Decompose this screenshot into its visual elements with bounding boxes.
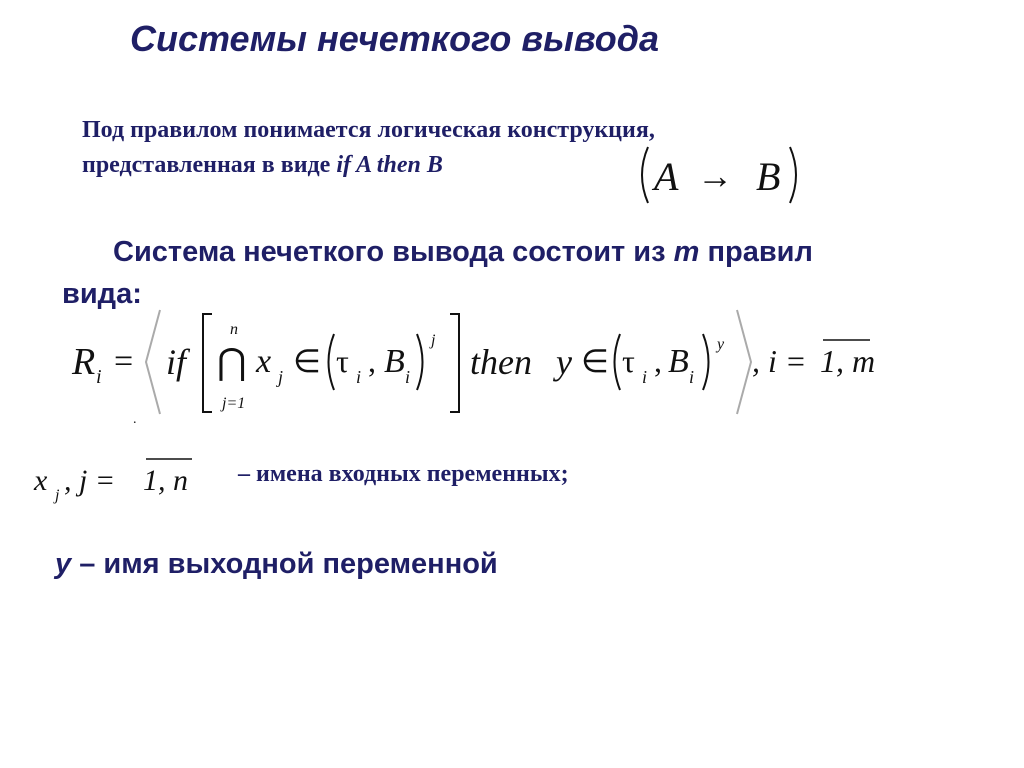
system-m-variable: m [673,236,700,268]
rule-x: x [256,343,272,380]
stray-dot: . [133,412,137,427]
rule-intro-condition: if A then B [336,151,443,178]
rule-element-of-2: ∈ [581,343,609,379]
implication-left-paren [642,147,648,203]
rule-tau-1: τ [336,343,349,379]
rule-r-subscript: i [96,366,102,388]
rule-b-1-subscript: i [405,367,411,387]
inputs-x-subscript: j [55,487,60,504]
rule-b-2: B [668,343,689,380]
implication-arrow: → [697,156,733,196]
rule-superscript-j: j [431,332,436,349]
rule-r: R [72,341,96,383]
inputs-j-part: , j = [64,464,123,497]
rule-equals: = [114,343,134,380]
rule-x-subscript: j [278,367,284,387]
inputs-range: 1, n [143,464,188,497]
system-paragraph-line2: вида: [62,278,142,310]
rule-paren-close-2 [703,334,709,390]
rule-intro-line2-prefix: представленная в виде [82,151,337,178]
output-description [55,548,498,581]
rule-range-prefix: , i = [752,343,815,379]
intersection-upper-limit: n [230,321,238,338]
rule-right-angle [737,310,751,414]
rule-intro-line1: Под правилом понимается логическая конструкция, [82,117,655,143]
intersection-lower-limit: j=1 [222,395,246,412]
rule-tau-2: τ [622,343,635,379]
implication-b: B [756,154,781,199]
rule-comma-2: , [654,343,662,379]
implication-right-paren [790,147,796,203]
rule-tau-2-subscript: i [642,367,648,387]
inputs-x: x [34,464,48,497]
inputs-formula [33,459,192,504]
rule-paren-close-1 [417,334,423,390]
implication-formula [642,147,796,203]
rule-then: then [470,342,532,382]
output-y-variable: y [55,548,72,580]
rule-b-2-subscript: i [689,367,695,387]
slide-title: Системы нечеткого вывода [130,18,659,59]
rule-comma-1: , [368,343,376,379]
system-suffix: правил [699,236,813,268]
inputs-description: – имена входных переменных; [238,461,569,487]
rule-tau-1-subscript: i [356,367,362,387]
implication-a: A [654,154,679,199]
rule-paren-open-1 [329,334,335,390]
rule-b-1: B [384,343,405,380]
rule-element-of-1: ∈ [293,343,321,379]
system-prefix: Система нечеткого вывода состоит из [113,236,674,268]
rule-left-angle [146,310,160,414]
rule-range: 1, m [820,343,876,379]
output-desc-text: – имя выходной переменной [71,548,498,580]
rule-left-bracket [203,314,212,412]
rule-y: y [556,342,572,382]
intersection-operator: ⋂ [217,342,247,382]
rule-formula [71,310,875,414]
rule-paren-open-2 [615,334,621,390]
rule-superscript-y: y [717,336,725,353]
rule-right-bracket [450,314,459,412]
rule-if: if [166,342,187,382]
